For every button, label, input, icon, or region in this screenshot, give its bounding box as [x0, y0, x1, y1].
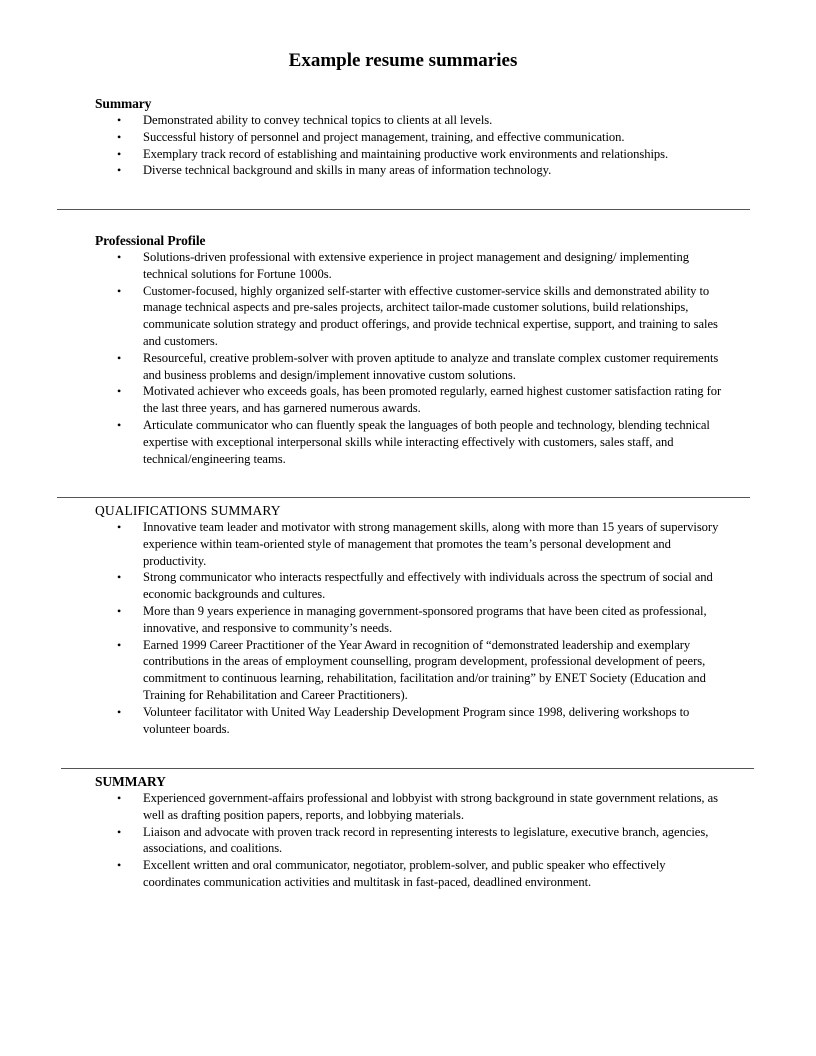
list-item — [0, 383, 726, 417]
section-heading: SUMMARY — [95, 774, 166, 789]
list-item — [0, 146, 726, 163]
list-item-text: Experienced government-affairs professional and lobbyist with strong background in state government relations, as well as drafting position papers, reports, and lobbying materials. — [143, 791, 719, 822]
list-item — [0, 704, 726, 738]
list-item — [0, 417, 726, 467]
bullet-icon: • — [117, 146, 122, 161]
bullet-list — [0, 112, 816, 179]
bullet-icon: • — [117, 350, 122, 365]
page-title: Example resume summaries — [288, 50, 518, 71]
list-item — [0, 790, 726, 824]
section-heading: QUALIFICATIONS SUMMARY — [95, 503, 281, 518]
list-item-text: Resourceful, creative problem-solver with proven aptitude to analyze and translate complex customer requirements and business problems and design/implement innovative custom solutions. — [143, 350, 719, 382]
section-heading: Professional Profile — [95, 233, 206, 248]
list-item-text: Earned 1999 Career Practitioner of the Year Award in recognition of “demonstrated leadership and exemplary contributions in the areas of employment counselling, program development, professional development of peers, commitment to continuous learning, rehabilitation, facilitation and/or training” by ENET Society (Education and Training for Rehabilitation and Career Practitioners). — [143, 637, 706, 702]
list-item — [0, 112, 726, 129]
bullet-icon: • — [117, 858, 122, 873]
list-item-text: Successful history of personnel and project management, training, and effective communication. — [143, 129, 625, 144]
list-item-text: Liaison and advocate with proven track record in representing interests to legislature, executive branch, agencies, associations, and coalitions. — [143, 824, 709, 856]
list-item — [0, 824, 726, 858]
list-item — [0, 519, 726, 569]
list-item-text: More than 9 years experience in managing government-sponsored programs that have been cited as professional, innovative, and responsive to community’s needs. — [143, 603, 707, 635]
list-item — [0, 603, 726, 637]
bullet-icon: • — [117, 384, 122, 399]
list-item — [0, 637, 726, 704]
list-item — [0, 249, 726, 283]
bullet-icon: • — [117, 704, 122, 719]
list-item-text: Excellent written and oral communicator, negotiator, problem-solver, and public speaker who effectively coordinates communication activities and multitask in fast-paced, deadlined environment. — [143, 858, 666, 889]
section-divider — [61, 768, 754, 769]
bullet-icon: • — [117, 163, 122, 178]
bullet-icon: • — [117, 250, 122, 264]
section-divider — [57, 497, 750, 498]
bullet-icon: • — [117, 603, 122, 618]
section-divider — [57, 209, 750, 210]
bullet-list — [0, 790, 816, 891]
list-item — [0, 857, 726, 891]
bullet-icon: • — [117, 791, 122, 805]
list-item-text: Solutions-driven professional with extensive experience in project management and designing/ implementing technical solutions for Fortune 1000s. — [143, 250, 689, 281]
bullet-icon: • — [117, 570, 122, 585]
bullet-list — [0, 249, 816, 467]
bullet-icon: • — [117, 520, 122, 534]
bullet-icon: • — [117, 129, 122, 144]
bullet-icon: • — [117, 637, 122, 652]
list-item-text: Exemplary track record of establishing and maintaining productive work environments and relationships. — [143, 146, 669, 161]
list-item-text: Strong communicator who interacts respectfully and effectively with individuals across the spectrum of social and economic backgrounds and cultures. — [143, 570, 713, 602]
list-item-text: Customer-focused, highly organized self-starter with effective customer-service skills and demonstrated ability to manage technical aspects and pre-sales projects, architect tailor-made customer solutions, build relationships, communicate solution strategy and product offerings, and provide technical expertise, support, and training to sales and customers. — [143, 283, 718, 348]
list-item-text: Diverse technical background and skills in many areas of information technology. — [143, 163, 552, 178]
list-item-text: Articulate communicator who can fluently speak the languages of both people and technology, blending technical expertise with exceptional interpersonal skills while interacting effectively with customers, sales staff, and technical/engineering teams. — [143, 417, 710, 466]
section-heading: Summary — [95, 96, 152, 111]
list-item-text: Demonstrated ability to convey technical topics to clients at all levels. — [143, 113, 493, 127]
list-item-text: Motivated achiever who exceeds goals, has been promoted regularly, earned highest customer satisfaction rating for the last three years, and has garnered numerous awards. — [143, 384, 722, 416]
list-item — [0, 162, 726, 179]
bullet-icon: • — [117, 113, 122, 127]
list-item — [0, 350, 726, 384]
bullet-icon: • — [117, 824, 122, 839]
bullet-icon: • — [117, 417, 122, 432]
bullet-icon: • — [117, 283, 122, 298]
list-item — [0, 569, 726, 603]
list-item — [0, 129, 726, 146]
bullet-list — [0, 519, 816, 737]
list-item-text: Innovative team leader and motivator with strong management skills, along with more than 15 years of supervisory experience within team-oriented style of management that promotes the team’s personal development and productivity. — [143, 520, 719, 568]
list-item-text: Volunteer facilitator with United Way Leadership Development Program since 1998, delivering workshops to volunteer boards. — [143, 704, 690, 736]
list-item — [0, 283, 726, 350]
